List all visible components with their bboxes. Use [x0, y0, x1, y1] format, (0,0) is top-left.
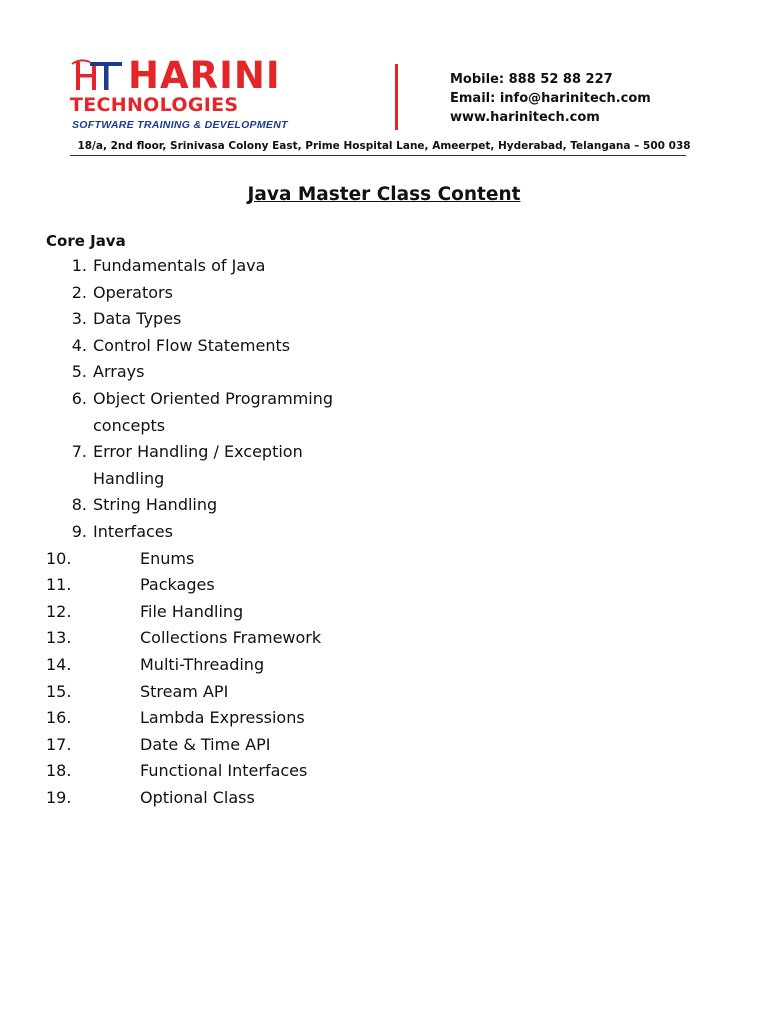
list-item-number: 5. [71, 362, 87, 382]
brand-subtitle: TECHNOLOGIES [70, 94, 239, 116]
list-item-number: 17. [46, 734, 72, 754]
list-item [46, 253, 466, 280]
list-item-number: 6. [71, 388, 87, 408]
list-item [46, 758, 466, 785]
ht-logo-icon [68, 56, 126, 94]
list-item [46, 785, 466, 812]
list-item [46, 652, 466, 679]
header-rule [70, 155, 686, 156]
list-item-number: 1. [71, 256, 87, 275]
list-item-label: Optional Class [140, 787, 255, 807]
list-item-number: 9. [71, 521, 87, 541]
list-item [46, 519, 466, 546]
list-item-number: 16. [46, 708, 72, 728]
list-item-label: Collections Framework [140, 628, 322, 648]
list-item [46, 572, 466, 599]
brand-name: HARINI [128, 54, 281, 97]
contact-block [450, 70, 651, 127]
list-item [46, 732, 466, 759]
email-address: Email: info@harinitech.com [450, 91, 651, 106]
list-item-number: 18. [46, 761, 72, 781]
list-item-label: Packages [140, 575, 215, 595]
list-item-number: 4. [71, 335, 87, 355]
list-item-label: Fundamentals of Java [93, 256, 266, 275]
list-item-number: 12. [46, 601, 72, 621]
list-item [46, 306, 466, 333]
document-title: Java Master Class Content [247, 184, 521, 205]
address-line: 18/a, 2nd floor, Srinivasa Colony East, Prime Hospital Lane, Ameerpet, Hyderabad, Telangana – 500 038 [77, 140, 691, 152]
list-item [46, 280, 466, 307]
list-item-label: Date & Time API [140, 734, 271, 754]
list-item [46, 546, 466, 573]
list-item-label: File Handling [140, 601, 244, 621]
topic-list [46, 253, 466, 811]
list-item-label: Arrays [93, 362, 145, 382]
list-item [46, 492, 466, 519]
list-item-label: Stream API [140, 681, 229, 701]
list-item-label: Object Oriented Programming concepts [93, 388, 333, 435]
list-item-label: String Handling [93, 495, 218, 515]
list-item-label: Multi-Threading [140, 654, 265, 674]
list-item-number: 19. [46, 787, 72, 807]
list-item-label: Lambda Expressions [140, 708, 305, 728]
list-item-label: Interfaces [93, 521, 173, 541]
mobile-number: Mobile: 888 52 88 227 [450, 72, 613, 87]
brand-tagline: SOFTWARE TRAINING & DEVELOPMENT [72, 119, 288, 131]
list-item-label: Data Types [93, 309, 182, 329]
list-item [46, 705, 466, 732]
list-item-number: 7. [71, 442, 87, 462]
list-item [46, 679, 466, 706]
list-item [46, 439, 466, 492]
list-item-label: Operators [93, 282, 173, 302]
list-item-label: Enums [140, 548, 195, 568]
header-divider [395, 64, 398, 130]
section-heading: Core Java [46, 232, 126, 250]
list-item-number: 15. [46, 681, 72, 701]
list-item-number: 13. [46, 628, 72, 648]
list-item-label: Error Handling / Exception Handling [93, 442, 303, 488]
list-item-label: Functional Interfaces [140, 761, 308, 781]
list-item [46, 359, 466, 386]
website-link[interactable]: www.harinitech.com [450, 110, 600, 125]
list-item [46, 599, 466, 626]
list-item-number: 14. [46, 654, 72, 674]
list-item-number: 11. [46, 575, 72, 595]
list-item-number: 2. [71, 282, 87, 302]
list-item-label: Control Flow Statements [93, 335, 291, 355]
list-item-number: 3. [71, 309, 87, 329]
list-item [46, 333, 466, 360]
list-item [46, 386, 466, 439]
list-item [46, 625, 466, 652]
list-item-number: 8. [71, 495, 87, 515]
list-item-number: 10. [46, 548, 72, 568]
